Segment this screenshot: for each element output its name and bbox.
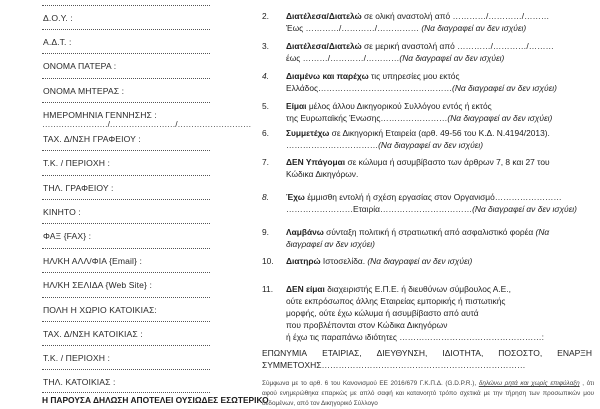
item-number: 10. — [262, 256, 274, 266]
item-text-line2: Κώδικα Δικηγόρων. — [286, 169, 359, 179]
item-number: 7. — [262, 157, 269, 167]
item-number: 6. — [262, 128, 269, 138]
dotted-input-line[interactable] — [42, 175, 210, 176]
declaration-notice: Η ΠΑΡΟΥΣΑ ΔΗΛΩΣΗ ΑΠΟΤΕΛΕΙ ΟΥΣΙΩΔΕΣ ΕΣΩΤΕΡΙΚΟ — [42, 395, 269, 405]
dotted-input-line[interactable] — [42, 29, 210, 30]
dotted-input-line[interactable] — [42, 369, 210, 370]
field-label-residence-phone: ΤΗΛ. ΚΑΤΟΙΚΙΑΣ : — [43, 377, 116, 387]
item-italic-note: (Να διαγραφεί αν δεν ισχύει) — [421, 23, 527, 33]
item-text-line2: Ελλάδος………………………………………… — [286, 83, 453, 93]
item-number: 4. — [262, 71, 269, 81]
item-italic-note: (Να διαγραφεί αν δεν ισχύει) — [367, 256, 473, 266]
field-label-fax: ΦΑΞ {FAX} : — [43, 231, 92, 241]
item-bold-text: Διαμένω και παρέχω — [286, 71, 369, 81]
item-text-line2: Έως …………/…………/…………… — [286, 23, 422, 33]
dotted-input-line[interactable] — [42, 102, 210, 103]
item-number: 9. — [262, 227, 269, 237]
item-text: σε μερική αναστολή από …………/…………/……… — [361, 41, 554, 51]
item-text: μορφής, ούτε έχω κώλυμα ή ασυμβίβαστο από αυτά — [286, 308, 479, 318]
item-text-line2: της Ευρωπαϊκής Ένωσης…………………… — [286, 113, 448, 123]
item-bold-text: Συμμετέχω — [286, 128, 330, 138]
item-italic-note: (Να — [535, 227, 550, 237]
item-italic-note: διαγραφεί αν δεν ισχύει) — [286, 239, 375, 249]
item-text-line2: ……………………Εταιρία…………………………… — [286, 204, 473, 214]
dotted-input-line[interactable] — [42, 248, 210, 249]
field-label-office-address: ΤΑΧ. Δ/ΝΣΗ ΓΡΑΦΕΙΟΥ : — [43, 134, 141, 144]
dotted-input-line[interactable] — [42, 321, 210, 322]
dotted-input-line[interactable] — [42, 272, 210, 273]
item-text: τις υπηρεσίες μου εκτός — [368, 71, 460, 81]
item-number: 8. — [262, 192, 269, 202]
item-bold-text: ΔΕΝ είμαι — [286, 284, 325, 294]
item-text: μέλος άλλου Δικηγορικού Συλλόγου εντός ή εκτός — [306, 101, 492, 111]
item-text-line2: έως ………/…………/………… — [286, 53, 400, 63]
field-label-residence-city: ΠΟΛΗ Η ΧΩΡΙΟ ΚΑΤΟΙΚΙΑΣ: — [43, 305, 157, 315]
company-participation-field — [262, 347, 592, 371]
field-label-mother-name: ΟΝΟΜΑ ΜΗΤΕΡΑΣ : — [43, 86, 125, 96]
company-participation-input[interactable]: ΣΥΜΜΕΤΟΧΗΣ……………………………………………………………… — [262, 360, 526, 370]
dotted-input-line[interactable] — [42, 297, 210, 298]
field-label-office-postcode: Τ.Κ. / ΠΕΡΙΟΧΗ : — [43, 158, 111, 168]
item-bold-text: Διατέλεσα/Διατελώ — [286, 11, 362, 21]
field-label-residence-postcode: Τ.Κ. / ΠΕΡΙΟΧΗ : — [43, 353, 111, 363]
birth-date-input[interactable]: ……………………/……………………/……………………… — [42, 119, 252, 129]
dotted-input-line[interactable] — [42, 53, 210, 54]
field-label-mobile: ΚΙΝΗΤΟ : — [43, 207, 81, 217]
dotted-input-line[interactable] — [42, 223, 210, 224]
item-bold-text: Είμαι — [286, 101, 307, 111]
gdpr-consent-text — [262, 379, 594, 409]
item-text: έμμισθη εντολή ή σχέση εργασίας στον Οργανισμό…………………… — [304, 192, 562, 202]
dotted-input-line[interactable] — [42, 150, 210, 151]
field-label-father-name: ΟΝΟΜΑ ΠΑΤΕΡΑ : — [43, 61, 117, 71]
dotted-input-line[interactable] — [42, 78, 210, 79]
company-heading-word: ΔΙΕΥΘΥΝΣΗ, — [376, 348, 428, 358]
item-text: σε κώλυμα ή ασυμβίβαστο των άρθρων 7, 8 και 27 του — [345, 157, 550, 167]
field-label-adt: Α.Δ.Τ. : — [43, 37, 72, 47]
item-italic-note: (Να διαγραφεί αν δεν ισχύει) — [447, 113, 553, 123]
item-italic-note: (Να διαγραφεί αν δεν ισχύει) — [472, 204, 577, 214]
gdpr-text: , ότι αφού ενημερώθηκα επαρκώς με απλό σαφή και κατανοητό τρόπο σχετικά με την τήρηση των προσωπικών μου δεδομένων, από τον Δικηγορικό Σύλλογο — [262, 380, 594, 407]
company-heading-word: ΕΠΩΝΥΜΙΑ — [262, 348, 308, 358]
item-text: ούτε εκπρόσωπος άλλης Εταιρείας εμπορικής ή πιστωτικής — [286, 296, 506, 306]
item-text: Ιστοσελίδα. — [320, 256, 368, 266]
dotted-input-line[interactable] — [42, 199, 210, 200]
item-text: σε Δικηγορική Εταιρεία (αρθ. 49-56 του Κ.Δ. Ν.4194/2013). — [329, 128, 550, 138]
item-text: που προβλέπονται στον Κώδικα Δικηγόρων — [286, 320, 448, 330]
company-heading-word: ΙΔΙΟΤΗΤΑ, — [442, 348, 484, 358]
item-number: 3. — [262, 41, 269, 51]
item-bold-text: ΔΕΝ Υπάγομαι — [286, 157, 346, 167]
item-bold-text: Διατέλεσα/Διατελώ — [286, 41, 362, 51]
dotted-input-line[interactable] — [42, 392, 210, 393]
field-label-office-phone: ΤΗΛ. ΓΡΑΦΕΙΟΥ : — [43, 183, 114, 193]
gdpr-text: Σύμφωνα με το αρθ. 6 του Κανονισμού ΕΕ 2016/679 Γ.Κ.Π.Δ. (G.D.P.R.), — [262, 380, 479, 387]
item-italic-note: (Να διαγραφεί αν δεν ισχύει) — [452, 83, 557, 93]
item-italic-note: (Να διαγραφεί αν δεν ισχύει) — [399, 53, 505, 63]
item-text-line2: …………………………… — [286, 140, 379, 150]
field-label-email: ΗΛ/ΚΗ ΑΛΛ/ΦΙΑ {Email} : — [43, 256, 142, 266]
item-number: 2. — [262, 11, 269, 21]
item-text: ή έχω τις παραπάνω ιδιότητες ……………………………………………: — [286, 332, 544, 342]
item-number: 11. — [262, 284, 274, 294]
item-text: σύνταξη πολιτική ή στρατιωτική από ασφαλιστικό φορέα — [323, 227, 536, 237]
gdpr-emphasis: δηλώνω ρητά και χωρίς επιφύλαξη — [478, 380, 580, 387]
field-label-website: ΗΛ/ΚΗ ΣΕΛΙΔΑ {Web Site} : — [43, 280, 152, 290]
item-bold-text: Έχω — [286, 192, 305, 202]
dotted-input-line[interactable] — [42, 345, 210, 346]
item-number: 5. — [262, 101, 269, 111]
company-heading-word: ΠΟΣΟΣΤΟ, — [498, 348, 543, 358]
item-bold-text: Λαμβάνω — [286, 227, 324, 237]
field-label-residence-address: ΤΑΧ. Δ/ΝΣΗ ΚΑΤΟΙΚΙΑΣ : — [43, 329, 143, 339]
dotted-input-line[interactable] — [42, 5, 210, 6]
item-bold-text: Διατηρώ — [286, 256, 321, 266]
item-text: διαχειριστής Ε.Π.Ε. ή διευθύνων σύμβουλος Α.Ε., — [324, 284, 511, 294]
company-heading-word: ΕΤΑΙΡΙΑΣ, — [322, 348, 362, 358]
item-text: σε ολική αναστολή από …………/…………/……… — [361, 11, 550, 21]
field-label-birth-date: ΗΜΕΡΟΜΗΝΙΑ ΓΕΝΝΗΣΗΣ : — [43, 110, 157, 120]
item-italic-note: (Να διαγραφεί αν δεν ισχύει) — [378, 140, 484, 150]
field-label-doy: Δ.Ο.Υ. : — [43, 13, 73, 23]
company-heading-word: ΕΝΑΡΞΗ — [557, 348, 592, 358]
